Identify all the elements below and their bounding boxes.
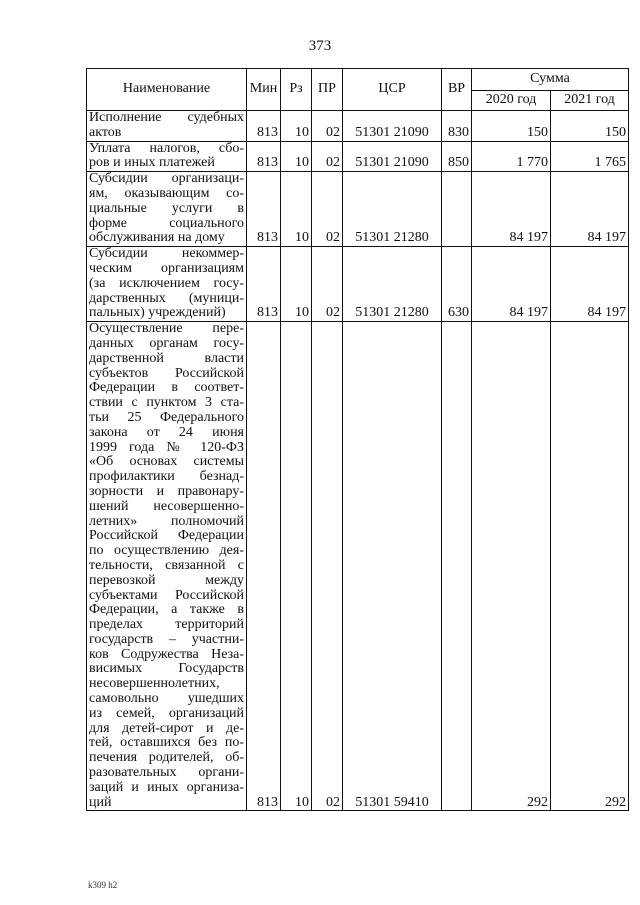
row-vr-cell: 850 [442, 141, 472, 172]
row-csr-cell: 51301 21280 [343, 172, 442, 247]
row-name-line: Осуществление пере- [89, 321, 244, 337]
row-csr-cell: 51301 21280 [343, 247, 442, 322]
row-name-line: самовольно ушедших [89, 691, 244, 707]
header-year-2020: 2020 год [472, 91, 551, 111]
row-rz-cell: 10 [281, 172, 312, 247]
row-2020-cell: 84 197 [472, 172, 551, 247]
row-name-line: ций [89, 794, 112, 810]
row-name-line: Субсидии некоммер- [89, 246, 244, 262]
row-name-line: Федерации, а также в [89, 602, 244, 618]
table-body [87, 111, 629, 811]
table-row [87, 172, 629, 247]
row-name-line: разовательных органи- [89, 765, 244, 781]
row-pr-cell: 02 [312, 111, 343, 142]
header-pr: ПР [312, 69, 343, 111]
row-2020-cell: 150 [472, 111, 551, 142]
row-name-line: форме социального [89, 215, 244, 231]
row-name-line: «Об основах системы [89, 454, 244, 470]
row-name-line: по осуществлению дея- [89, 543, 244, 559]
row-name-line: заций и иных организа- [89, 779, 244, 795]
row-2020-cell: 1 770 [472, 141, 551, 172]
row-2021-cell: 84 197 [551, 172, 629, 247]
row-csr-cell: 51301 59410 [343, 322, 442, 811]
row-name-line: дарственных (муници- [89, 290, 244, 306]
row-name-line: печения родителей, об- [89, 750, 244, 766]
row-vr-cell: 630 [442, 247, 472, 322]
table-row [87, 141, 629, 172]
row-pr-cell: 02 [312, 172, 343, 247]
row-name-line: обслуживания на дому [89, 230, 225, 246]
row-2020-cell: 292 [472, 322, 551, 811]
row-name-line: Российской Федерации [89, 528, 244, 544]
header-min: Мин [247, 69, 281, 111]
row-pr-cell: 02 [312, 141, 343, 172]
budget-table [86, 68, 629, 811]
header-sum: Сумма [472, 69, 629, 91]
row-name-line: государств – участни- [89, 631, 244, 647]
footer-code: k309 h2 [88, 880, 118, 890]
row-name-line: профилактики безнад- [89, 469, 244, 485]
row-min-cell: 813 [247, 322, 281, 811]
table-row [87, 111, 629, 142]
row-name-line: тельности, связанной с [89, 557, 244, 573]
row-vr-cell: 830 [442, 111, 472, 142]
header-rz: Рз [281, 69, 312, 111]
row-name-line: субъектами Российской [89, 587, 244, 603]
row-vr-cell [442, 322, 472, 811]
row-name-line: 1999 года № 120-ФЗ [89, 439, 244, 455]
row-rz-cell: 10 [281, 322, 312, 811]
row-rz-cell: 10 [281, 111, 312, 142]
row-name-line: закона от 24 июня [89, 424, 244, 440]
row-name-line: тей, оставшихся без по- [89, 735, 244, 751]
row-name-line: из семей, организаций [89, 705, 244, 721]
row-2021-cell: 84 197 [551, 247, 629, 322]
row-name-line: данных органам госу- [89, 335, 244, 351]
row-name-line: пальных) учреждений) [89, 305, 226, 321]
header-name: Наименование [87, 69, 247, 111]
row-name-line: Уплата налогов, сбо- [89, 140, 244, 156]
row-name-line: ям, оказывающим со- [89, 185, 244, 201]
row-name-line: перевозкой между [89, 572, 244, 588]
page-number: 373 [308, 38, 332, 54]
row-name-line: Исполнение судебных [89, 110, 244, 125]
row-name-line: зорности и правонару- [89, 483, 244, 499]
row-name-line: для детей-сирот и де- [89, 720, 244, 736]
row-2021-cell: 150 [551, 111, 629, 142]
row-min-cell: 813 [247, 111, 281, 142]
row-rz-cell: 10 [281, 247, 312, 322]
row-pr-cell: 02 [312, 322, 343, 811]
row-min-cell: 813 [247, 247, 281, 322]
row-name-cell [87, 247, 247, 322]
header-year-2021: 2021 год [551, 91, 629, 111]
row-name-line: циальные услуги в [89, 200, 244, 216]
row-name-line: (за исключением госу- [89, 275, 244, 291]
row-name-cell [87, 141, 247, 172]
row-name-cell [87, 111, 247, 142]
row-name-line: ков Содружества Неза- [89, 646, 244, 662]
row-name-line: летних» полномочий [89, 513, 244, 529]
row-name-line: актов [89, 124, 122, 140]
row-name-line: несовершеннолетних, [89, 676, 220, 692]
table-row [87, 322, 629, 811]
row-name-line: висимых Государств [89, 661, 244, 677]
row-name-line: дарственной власти [89, 350, 244, 366]
row-vr-cell [442, 172, 472, 247]
row-csr-cell: 51301 21090 [343, 111, 442, 142]
row-rz-cell: 10 [281, 141, 312, 172]
row-name-line: тьи 25 Федерального [89, 409, 244, 425]
row-name-line: шений несовершенно- [89, 498, 244, 514]
row-2020-cell: 84 197 [472, 247, 551, 322]
row-name-line: пределах территорий [89, 617, 244, 633]
row-csr-cell: 51301 21090 [343, 141, 442, 172]
table-row [87, 247, 629, 322]
row-2021-cell: 1 765 [551, 141, 629, 172]
row-name-line: субъектов Российской [89, 365, 244, 381]
row-name-line: ствии с пунктом 3 ста- [89, 395, 244, 411]
row-name-cell [87, 172, 247, 247]
row-min-cell: 813 [247, 141, 281, 172]
row-pr-cell: 02 [312, 247, 343, 322]
row-name-line: Федерации в соответ- [89, 380, 244, 396]
header-vr: ВР [442, 69, 472, 111]
row-name-line: ров и иных платежей [89, 155, 215, 171]
header-csr: ЦСР [343, 69, 442, 111]
row-name-line: ческим организациям [89, 260, 244, 276]
row-name-cell [87, 322, 247, 811]
row-name-line: Субсидии организаци- [89, 171, 244, 187]
row-min-cell: 813 [247, 172, 281, 247]
row-2021-cell: 292 [551, 322, 629, 811]
